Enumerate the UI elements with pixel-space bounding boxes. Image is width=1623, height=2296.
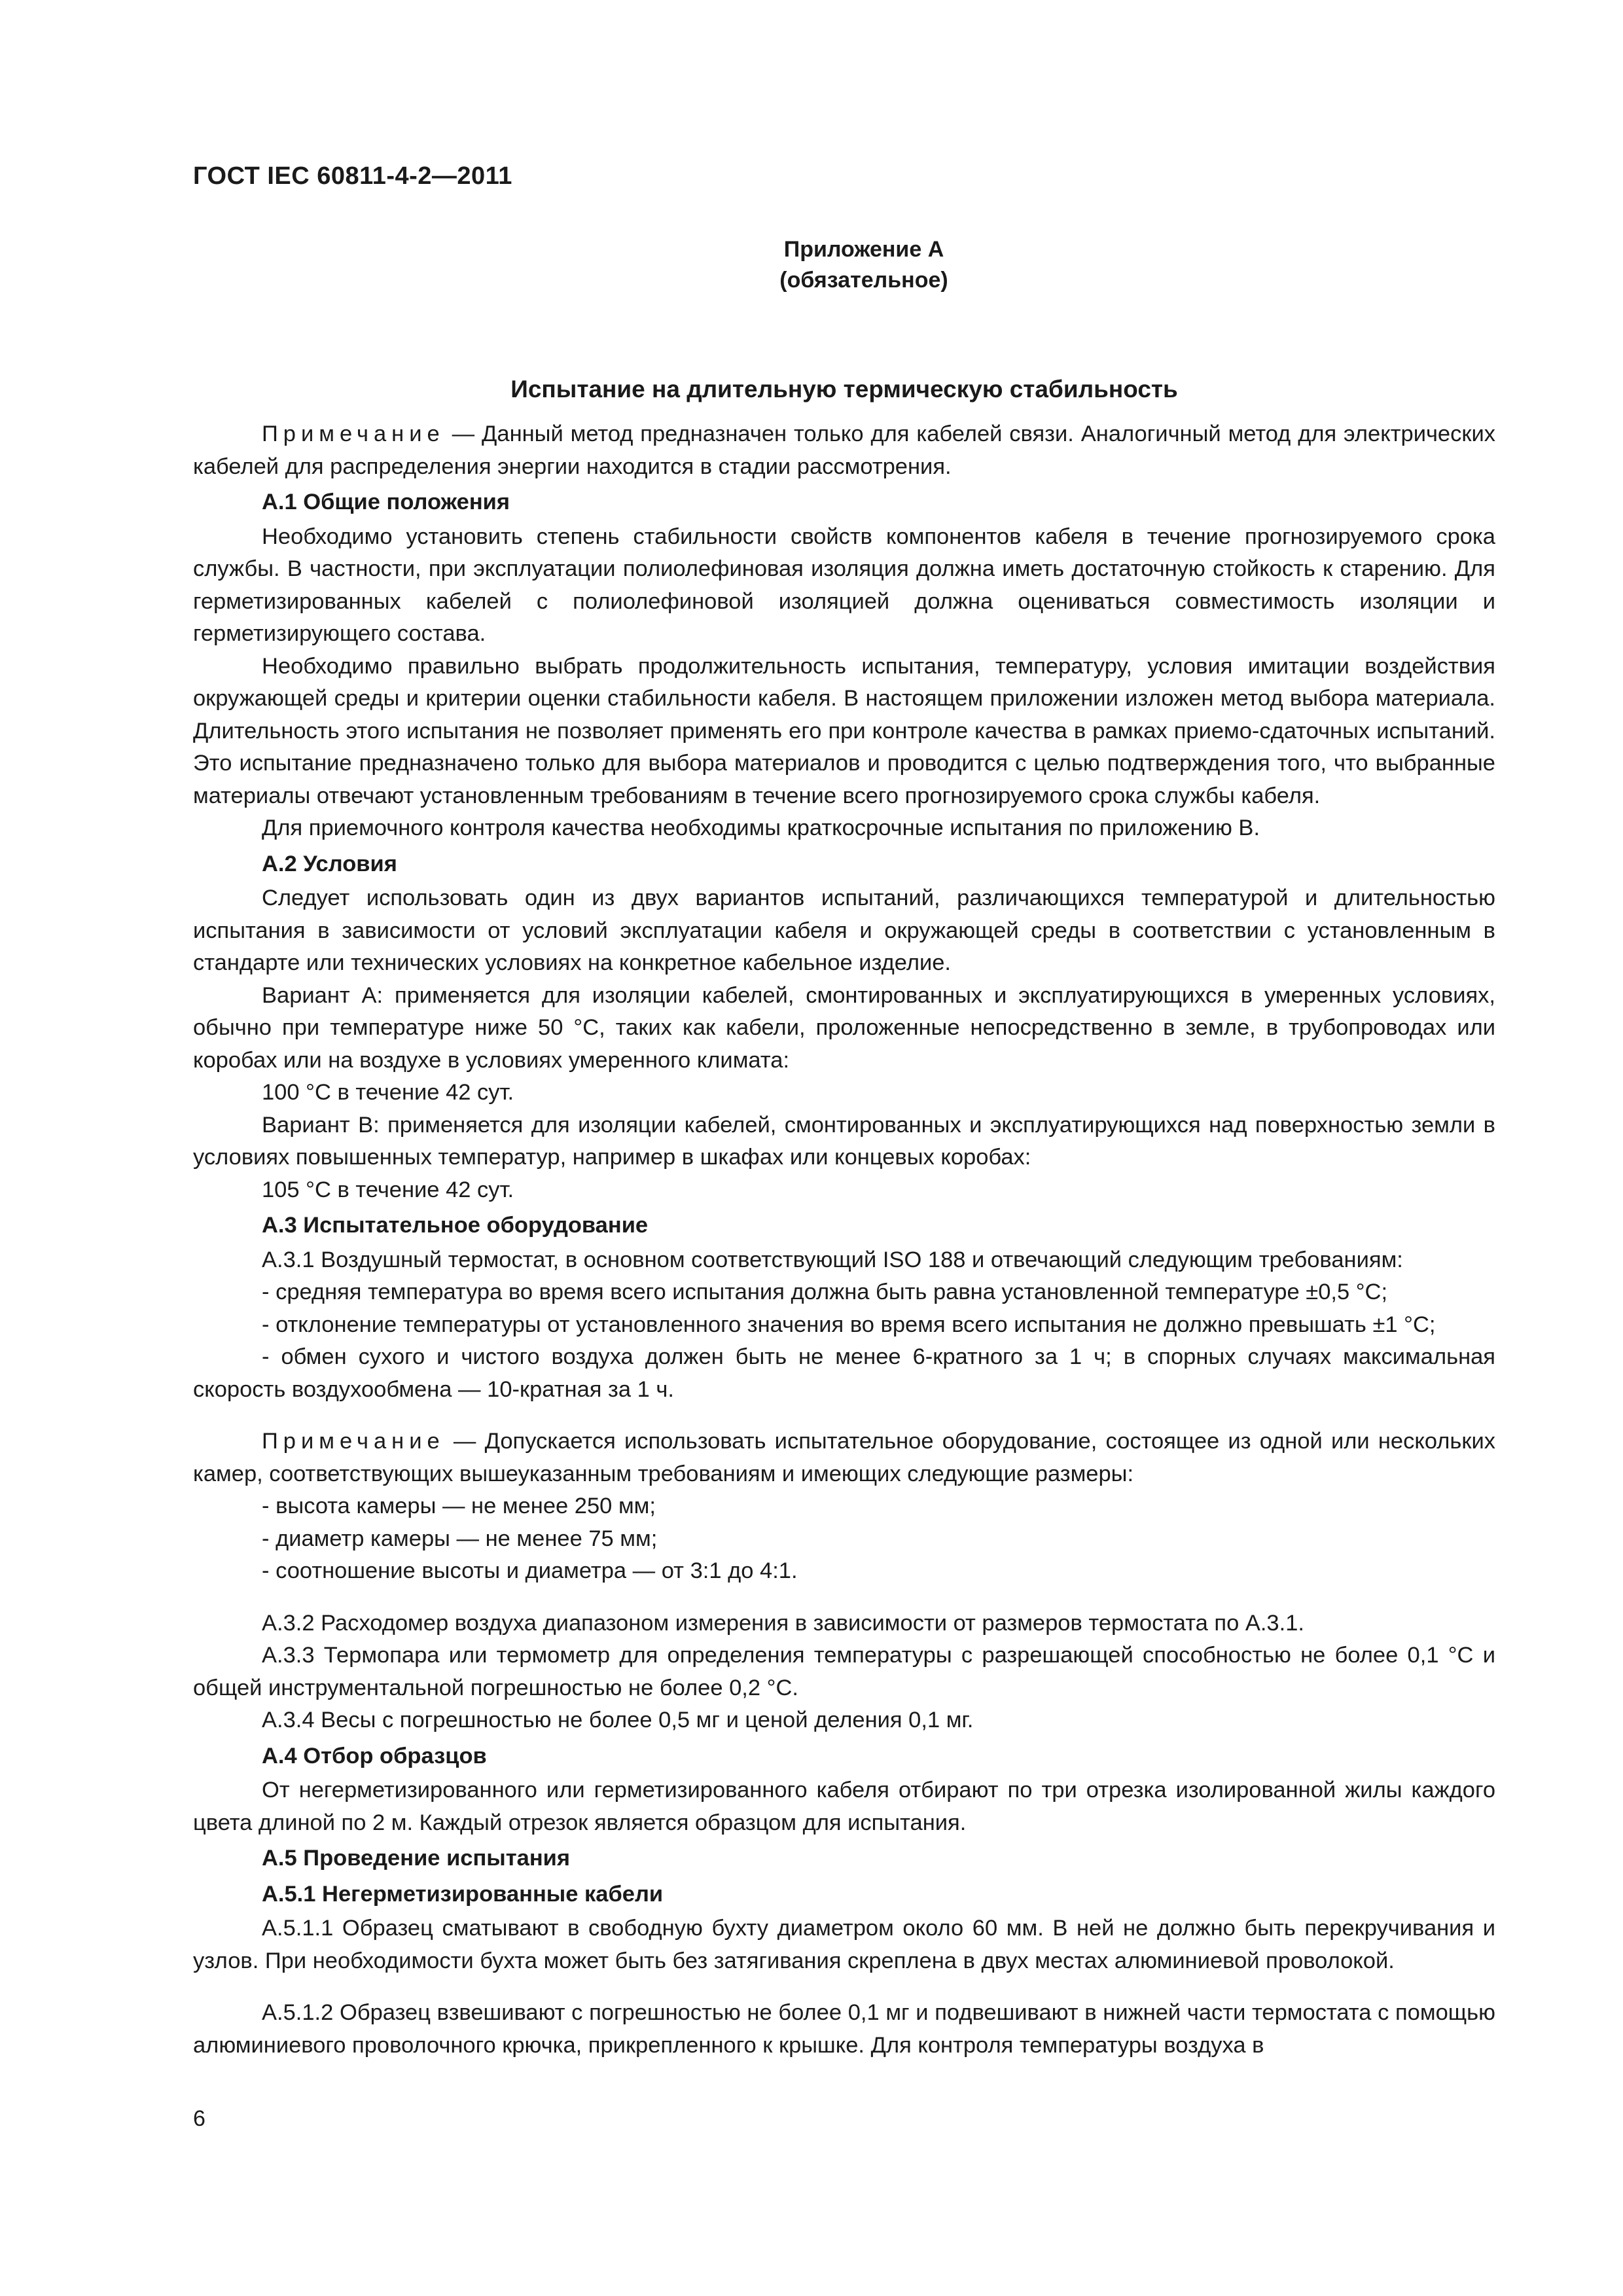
note-paragraph — [193, 418, 1495, 483]
note-label: Примечание — [262, 1429, 445, 1454]
requirement-item: - обмен сухого и чистого воздуха должен быть не менее 6-кратного за 1 ч; в спорных случаях максимальная скорость воздухообмена — 10-кратная за 1 ч. — [193, 1344, 1495, 1402]
annex-header — [654, 234, 1073, 296]
paragraph: А.3.3 Термопара или термометр для определения температуры с разрешающей способностью не более 0,1 °С и общей инструментальной погрешностью не более 0,2 °С. — [193, 1643, 1495, 1700]
dimension-item: - диаметр камеры — не менее 75 мм; — [262, 1526, 658, 1551]
paragraph: А.3.2 Расходомер воздуха диапазоном измерения в зависимости от размеров термостата по А.3.1. — [262, 1610, 1304, 1636]
paragraph-variant-b: Вариант В: применяется для изоляции кабелей, смонтированных и эксплуатирующихся над поверхностью земли в условиях повышенных температур, например в шкафах или концевых коробах: — [193, 1112, 1495, 1170]
requirement-item: - средняя температура во время всего испытания должна быть равна установленной температуре ±0,5 °С; — [262, 1280, 1388, 1304]
section-heading-a3: А.3 Испытательное оборудование — [262, 1213, 649, 1238]
paragraph: А.5.1.2 Образец взвешивают с погрешностью не более 0,1 мг и подвешивают в нижней части термостата с помощью алюминиевого проволочного крючка, прикрепленного к крышке. Для контроля температуры воздуха в — [193, 2000, 1495, 2058]
section-heading-a1: А.1 Общие положения — [262, 490, 510, 514]
paragraph: А.3.1 Воздушный термостат, в основном соответствующий ISO 188 и отвечающий следующим требованиям: — [262, 1247, 1403, 1272]
paragraph-variant-b-value: 105 °С в течение 42 сут. — [262, 1177, 514, 1202]
paragraph: Для приемочного контроля качества необходимы краткосрочные испытания по приложению В. — [262, 816, 1260, 840]
section-heading-a2: А.2 Условия — [262, 851, 397, 876]
paragraph-variant-a: Вариант А: применяется для изоляции кабелей, смонтированных и эксплуатирующихся в умеренных условиях, обычно при температуре ниже 50 °С, таких как кабели, проложенные непосредственно в земле, в трубопроводах или коробах или на воздухе в условиях умеренного климата: — [193, 982, 1495, 1073]
requirement-item: - отклонение температуры от установленного значения во время всего испытания не должно превышать ±1 °С; — [262, 1312, 1436, 1337]
subsection-heading-a5-1: А.5.1 Негерметизированные кабели — [262, 1881, 664, 1907]
annex-title: Испытание на длительную термическую стабильность — [510, 376, 1178, 403]
paragraph-variant-a-value: 100 °С в течение 42 сут. — [262, 1080, 514, 1105]
paragraph: Необходимо установить степень стабильности свойств компонентов кабеля в течение прогнозируемого срока службы. В частности, при эксплуатации полиолефиновая изоляция должна иметь достаточную стойкость к старению. Для герметизированных кабелей с полиолефиновой изоляцией должна оцениваться совместимость изоляции и герметизирующего состава. — [193, 524, 1495, 646]
document-code: ГОСТ IEC 60811-4-2—2011 — [193, 162, 512, 190]
section-heading-a5: А.5 Проведение испытания — [262, 1846, 571, 1871]
annex-label: Приложение А — [783, 237, 944, 262]
paragraph: Следует использовать один из двух вариантов испытаний, различающихся температурой и длительностью испытания в зависимости от условий эксплуатации кабеля и окружающей среды в соответствии с установленным в стандарте или технических условиях на конкретное кабельное изделие. — [193, 886, 1495, 975]
note-label: Примечание — [262, 422, 445, 446]
dimension-item: - высота камеры — не менее 250 мм; — [262, 1494, 656, 1518]
note-paragraph — [193, 1426, 1495, 1490]
document-body — [193, 418, 1495, 2062]
note-text: — Допускается использовать испытательное оборудование, состоящее из одной или нескольких камер, соответствующих вышеуказанным требованиям и имеющих следующие размеры: — [193, 1429, 1495, 1486]
paragraph: От негерметизированного или герметизированного кабеля отбирают по три отрезка изолированной жилы каждого цвета длиной по 2 м. Каждый отрезок является образцом для испытания. — [193, 1778, 1495, 1835]
dimension-item: - соотношение высоты и диаметра — от 3:1 до 4:1. — [262, 1558, 798, 1583]
note-text: — Данный метод предназначен только для кабелей связи. Аналогичный метод для электрических кабелей для распределения энергии находится в стадии рассмотрения. — [193, 422, 1495, 479]
page-number: 6 — [193, 2106, 205, 2131]
section-heading-a4: А.4 Отбор образцов — [262, 1743, 487, 1768]
paragraph: А.5.1.1 Образец сматывают в свободную бухту диаметром около 60 мм. В ней не должно быть перекручивания и узлов. При необходимости бухта может быть без затягивания скреплена в двух местах алюминиевой проволокой. — [193, 1916, 1495, 1973]
annex-status: (обязательное) — [779, 268, 948, 293]
paragraph: Необходимо правильно выбрать продолжительность испытания, температуру, условия имитации воздействия окружающей среды и критерии оценки стабильности кабеля. В настоящем приложении изложен метод выбора материала. Длительность этого испытания не позволяет применять его при контроле качества в рамках приемо-сдаточных испытаний. Это испытание предназначено только для выбора материалов и проводится с целью подтверждения того, что выбранные материалы отвечают установленным требованиям в течение всего прогнозируемого срока службы кабеля. — [193, 653, 1495, 808]
paragraph: А.3.4 Весы с погрешностью не более 0,5 мг и ценой деления 0,1 мг. — [262, 1708, 974, 1732]
